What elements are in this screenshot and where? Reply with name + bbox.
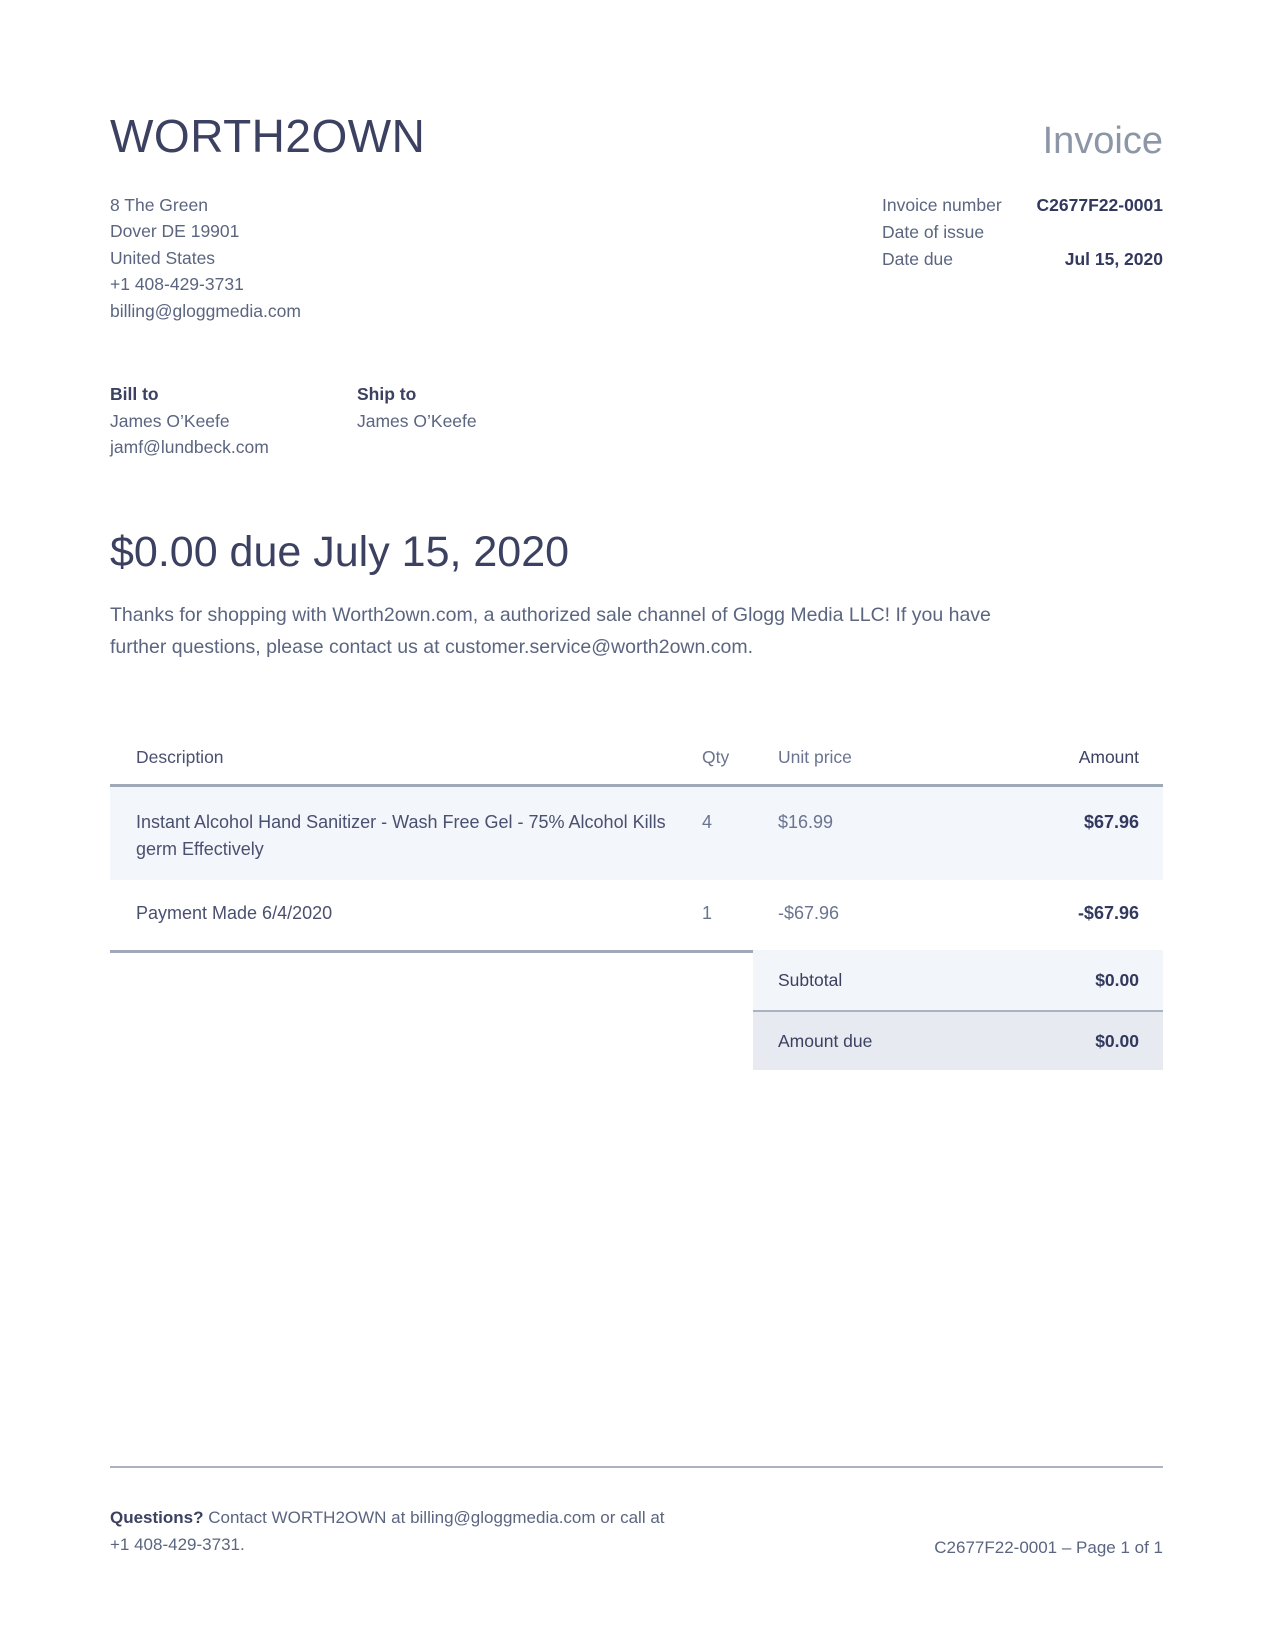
thank-you-line-2: further questions, please contact us at customer.service@worth2own.com. bbox=[110, 636, 754, 659]
bill-to-block bbox=[110, 381, 357, 461]
footer-phone-line: +1 408-429-3731. bbox=[110, 1535, 245, 1554]
amount-due-row bbox=[753, 1010, 1163, 1070]
bill-to-label: Bill to bbox=[110, 384, 159, 405]
item-amount: -$67.96 bbox=[1077, 903, 1139, 924]
thank-you-line-1: Thanks for shopping with Worth2own.com, a authorized sale channel of Glogg Media LLC! If you have bbox=[110, 604, 991, 627]
table-header-row bbox=[110, 747, 1163, 787]
item-qty: 4 bbox=[702, 812, 713, 833]
address-line: Dover DE 19901 bbox=[110, 221, 240, 242]
column-header-amount: Amount bbox=[1078, 747, 1139, 768]
item-amount: $67.96 bbox=[1083, 812, 1139, 833]
date-due-label: Date due bbox=[882, 248, 954, 269]
brand-logo: WORTH2OWN bbox=[110, 110, 426, 162]
ship-to-block bbox=[357, 381, 477, 461]
footer-contact-text: Contact WORTH2OWN at billing@gloggmedia.com or call at bbox=[203, 1508, 665, 1527]
totals-spacer bbox=[110, 950, 753, 1070]
footer-questions-label: Questions? bbox=[110, 1508, 204, 1527]
date-of-issue-label: Date of issue bbox=[882, 221, 985, 242]
info-row bbox=[110, 192, 1163, 325]
meta-row-date-due bbox=[882, 246, 1163, 273]
meta-row-date-of-issue bbox=[882, 219, 1163, 246]
subtotal-label: Subtotal bbox=[778, 969, 843, 990]
ship-to-label: Ship to bbox=[357, 384, 417, 405]
invoice-title: Invoice bbox=[1042, 120, 1163, 163]
totals-box bbox=[753, 950, 1163, 1070]
item-description: Instant Alcohol Hand Sanitizer - Wash Free Gel - 75% Alcohol Kills germ Effectively bbox=[136, 812, 666, 860]
amount-due-label: Amount due bbox=[778, 1030, 873, 1051]
footer-page-info: C2677F22-0001 – Page 1 of 1 bbox=[934, 1538, 1163, 1557]
address-line: United States bbox=[110, 247, 216, 268]
company-address bbox=[110, 192, 301, 325]
table-row bbox=[110, 880, 1163, 950]
item-qty: 1 bbox=[702, 903, 713, 924]
footer-questions-line bbox=[110, 1504, 665, 1531]
invoice-number-value: C2677F22-0001 bbox=[1036, 194, 1163, 215]
thank-you-message bbox=[110, 599, 1163, 663]
invoice-meta bbox=[882, 192, 1163, 325]
invoice-content bbox=[110, 0, 1163, 1070]
header bbox=[110, 110, 1163, 163]
footer-contact bbox=[110, 1504, 665, 1558]
bill-to-name: James O’Keefe bbox=[110, 410, 230, 431]
amount-due-headline: $0.00 due July 15, 2020 bbox=[110, 527, 570, 576]
column-header-unit-price: Unit price bbox=[778, 747, 852, 768]
address-line: 8 The Green bbox=[110, 194, 208, 215]
bill-to-email: jamf@lundbeck.com bbox=[110, 437, 269, 458]
column-header-description: Description bbox=[136, 747, 224, 768]
date-due-value: Jul 15, 2020 bbox=[1064, 248, 1163, 269]
invoice-number-label: Invoice number bbox=[882, 194, 1002, 215]
amount-due-value: $0.00 bbox=[1095, 1030, 1139, 1051]
column-header-qty: Qty bbox=[702, 747, 730, 768]
subtotal-row bbox=[753, 950, 1163, 1010]
item-description: Payment Made 6/4/2020 bbox=[136, 903, 333, 924]
meta-row-invoice-number bbox=[882, 192, 1163, 219]
table-row bbox=[110, 787, 1163, 880]
ship-to-name: James O’Keefe bbox=[357, 410, 477, 431]
item-unit-price: -$67.96 bbox=[778, 903, 840, 924]
item-unit-price: $16.99 bbox=[778, 812, 834, 833]
line-items-table bbox=[110, 747, 1163, 1070]
parties bbox=[110, 381, 1163, 461]
footer bbox=[110, 1466, 1163, 1558]
subtotal-value: $0.00 bbox=[1095, 969, 1139, 990]
totals-section bbox=[110, 950, 1163, 1070]
company-email: billing@gloggmedia.com bbox=[110, 300, 301, 321]
company-phone: +1 408-429-3731 bbox=[110, 274, 244, 295]
